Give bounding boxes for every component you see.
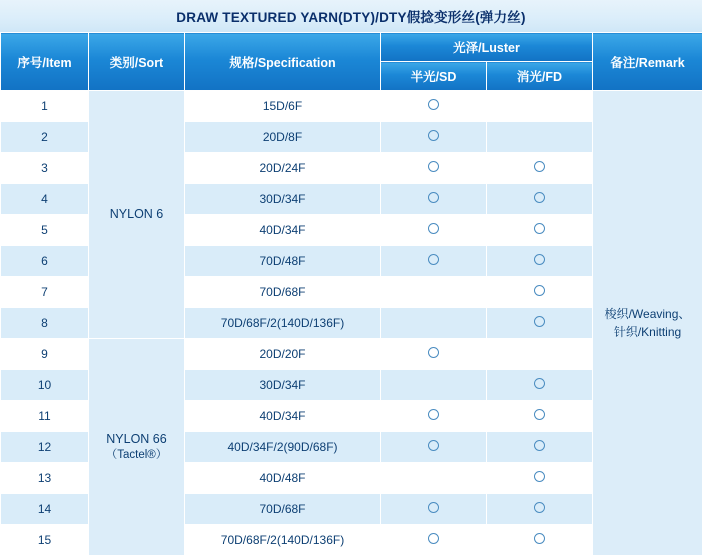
cell-luster-sd bbox=[381, 432, 487, 463]
cell-luster-sd bbox=[381, 463, 487, 494]
cell-item: 9 bbox=[1, 339, 89, 370]
column-header-luster-sd: 半光/SD bbox=[381, 62, 487, 91]
cell-luster-fd bbox=[487, 494, 593, 525]
cell-luster-fd bbox=[487, 91, 593, 122]
fd-mark-icon bbox=[534, 254, 545, 265]
cell-luster-sd bbox=[381, 401, 487, 432]
column-header-item: 序号/Item bbox=[1, 33, 89, 91]
cell-item: 12 bbox=[1, 432, 89, 463]
cell-item: 14 bbox=[1, 494, 89, 525]
sort-label: NYLON 6 bbox=[110, 207, 164, 221]
cell-luster-fd bbox=[487, 308, 593, 339]
cell-specification: 70D/48F bbox=[185, 246, 381, 277]
header-row-top bbox=[1, 33, 702, 62]
sd-mark-icon bbox=[428, 192, 439, 203]
cell-item: 10 bbox=[1, 370, 89, 401]
fd-mark-icon bbox=[534, 285, 545, 296]
specification-table bbox=[0, 32, 702, 556]
sort-sublabel: （Tactel®） bbox=[92, 448, 181, 464]
cell-luster-sd bbox=[381, 339, 487, 370]
cell-luster-fd bbox=[487, 246, 593, 277]
cell-luster-sd bbox=[381, 494, 487, 525]
sort-label: NYLON 66 bbox=[106, 432, 166, 446]
cell-item: 5 bbox=[1, 215, 89, 246]
column-header-sort: 类别/Sort bbox=[89, 33, 185, 91]
sd-mark-icon bbox=[428, 409, 439, 420]
cell-specification: 40D/34F bbox=[185, 215, 381, 246]
cell-luster-fd bbox=[487, 525, 593, 556]
sd-mark-icon bbox=[428, 533, 439, 544]
cell-luster-sd bbox=[381, 277, 487, 308]
cell-sort-nylon66 bbox=[89, 339, 185, 556]
fd-mark-icon bbox=[534, 471, 545, 482]
sd-mark-icon bbox=[428, 347, 439, 358]
sd-mark-icon bbox=[428, 254, 439, 265]
cell-specification: 70D/68F bbox=[185, 277, 381, 308]
page-title: DRAW TEXTURED YARN(DTY)/DTY假捻变形丝(弹力丝) bbox=[176, 6, 525, 26]
fd-mark-icon bbox=[534, 378, 545, 389]
column-header-specification: 规格/Specification bbox=[185, 33, 381, 91]
remark-line-1: 梭织/Weaving、 bbox=[596, 305, 699, 323]
cell-luster-fd bbox=[487, 184, 593, 215]
cell-item: 4 bbox=[1, 184, 89, 215]
column-header-luster-fd: 消光/FD bbox=[487, 62, 593, 91]
fd-mark-icon bbox=[534, 223, 545, 234]
column-header-luster: 光泽/Luster bbox=[381, 33, 593, 62]
cell-luster-sd bbox=[381, 184, 487, 215]
cell-luster-sd bbox=[381, 153, 487, 184]
cell-luster-sd bbox=[381, 91, 487, 122]
cell-item: 6 bbox=[1, 246, 89, 277]
cell-specification: 20D/8F bbox=[185, 122, 381, 153]
remark-line-2: 针织/Knitting bbox=[596, 323, 699, 341]
cell-luster-fd bbox=[487, 339, 593, 370]
cell-specification: 70D/68F bbox=[185, 494, 381, 525]
cell-item: 3 bbox=[1, 153, 89, 184]
cell-specification: 20D/20F bbox=[185, 339, 381, 370]
cell-luster-fd bbox=[487, 463, 593, 494]
sd-mark-icon bbox=[428, 161, 439, 172]
cell-specification: 15D/6F bbox=[185, 91, 381, 122]
cell-item: 13 bbox=[1, 463, 89, 494]
fd-mark-icon bbox=[534, 440, 545, 451]
cell-specification: 20D/24F bbox=[185, 153, 381, 184]
column-header-remark: 备注/Remark bbox=[593, 33, 702, 91]
cell-item: 7 bbox=[1, 277, 89, 308]
cell-luster-fd bbox=[487, 277, 593, 308]
cell-specification: 30D/34F bbox=[185, 184, 381, 215]
sd-mark-icon bbox=[428, 99, 439, 110]
cell-specification: 70D/68F/2(140D/136F) bbox=[185, 308, 381, 339]
fd-mark-icon bbox=[534, 316, 545, 327]
cell-specification: 40D/34F bbox=[185, 401, 381, 432]
cell-luster-sd bbox=[381, 525, 487, 556]
cell-luster-fd bbox=[487, 153, 593, 184]
sd-mark-icon bbox=[428, 502, 439, 513]
sd-mark-icon bbox=[428, 130, 439, 141]
cell-item: 8 bbox=[1, 308, 89, 339]
cell-item: 15 bbox=[1, 525, 89, 556]
fd-mark-icon bbox=[534, 533, 545, 544]
cell-specification: 40D/48F bbox=[185, 463, 381, 494]
fd-mark-icon bbox=[534, 161, 545, 172]
table-row bbox=[1, 91, 702, 122]
cell-item: 11 bbox=[1, 401, 89, 432]
cell-specification: 40D/34F/2(90D/68F) bbox=[185, 432, 381, 463]
cell-luster-fd bbox=[487, 401, 593, 432]
cell-luster-sd bbox=[381, 308, 487, 339]
cell-specification: 70D/68F/2(140D/136F) bbox=[185, 525, 381, 556]
fd-mark-icon bbox=[534, 192, 545, 203]
cell-item: 2 bbox=[1, 122, 89, 153]
cell-luster-fd bbox=[487, 370, 593, 401]
sd-mark-icon bbox=[428, 440, 439, 451]
cell-luster-sd bbox=[381, 246, 487, 277]
cell-luster-sd bbox=[381, 122, 487, 153]
cell-item: 1 bbox=[1, 91, 89, 122]
table-header bbox=[1, 33, 702, 91]
cell-luster-fd bbox=[487, 215, 593, 246]
cell-luster-fd bbox=[487, 122, 593, 153]
cell-luster-sd bbox=[381, 370, 487, 401]
cell-luster-fd bbox=[487, 432, 593, 463]
sd-mark-icon bbox=[428, 223, 439, 234]
fd-mark-icon bbox=[534, 409, 545, 420]
cell-luster-sd bbox=[381, 215, 487, 246]
page-title-bar bbox=[0, 0, 702, 32]
fd-mark-icon bbox=[534, 502, 545, 513]
cell-sort-nylon6 bbox=[89, 91, 185, 339]
cell-specification: 30D/34F bbox=[185, 370, 381, 401]
